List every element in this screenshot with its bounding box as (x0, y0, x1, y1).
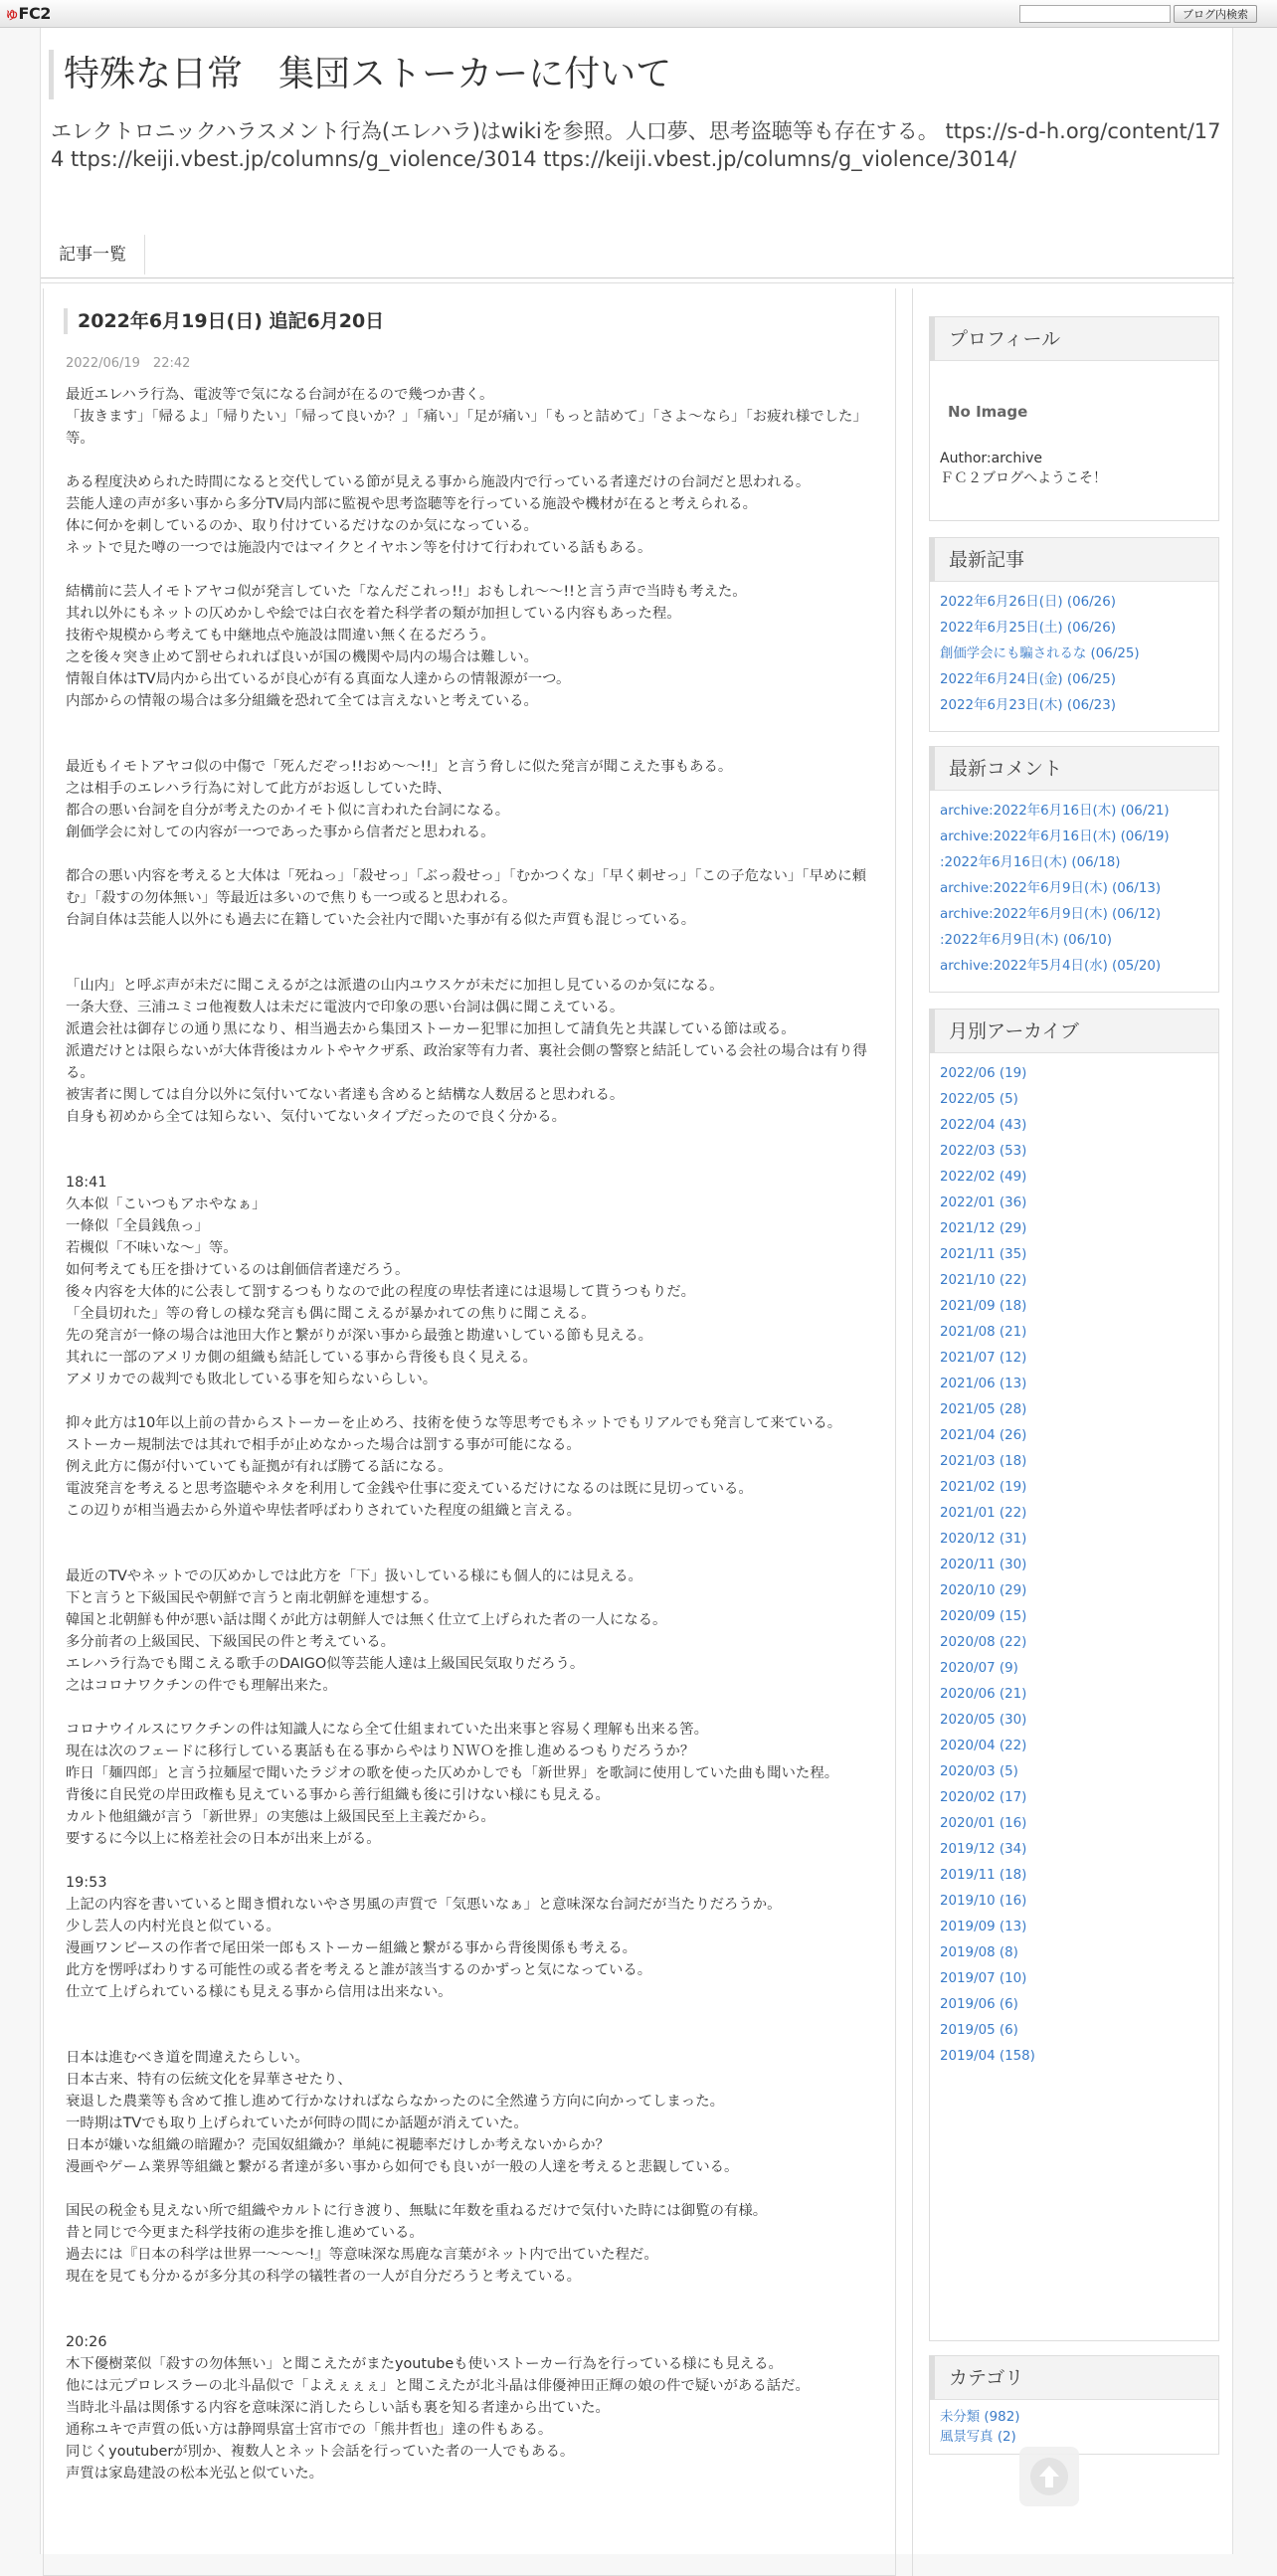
archive-month-link[interactable]: 2022/02 (49) (940, 1170, 1027, 1185)
blog-search-button[interactable]: ブログ内検索 (1174, 5, 1257, 23)
main-content (43, 288, 896, 2576)
archive-month-link[interactable]: 2019/06 (6) (940, 1997, 1018, 2012)
monthly-archive-list (930, 1053, 1218, 2078)
archive-month-link[interactable]: 2020/07 (9) (940, 1661, 1018, 1676)
recent-comment-link[interactable]: archive:2022年6月16日(木) (06/21) (940, 804, 1170, 819)
category-link[interactable]: 未分類 (982) (940, 2410, 1020, 2425)
sidebar (912, 288, 1234, 2576)
plugin-title-recent: 最新記事 (930, 538, 1218, 582)
archive-month-link[interactable]: 2021/07 (12) (940, 1351, 1027, 1366)
recent-entry-link[interactable]: 2022年6月24日(金) (06/25) (940, 672, 1116, 687)
blog-search-input[interactable] (1019, 5, 1171, 23)
archive-month-link[interactable]: 2019/07 (10) (940, 1971, 1027, 1986)
archive-month-link[interactable]: 2020/08 (22) (940, 1635, 1027, 1650)
plugin-recent-entries (929, 537, 1219, 732)
recent-comments-list (930, 791, 1218, 988)
archive-month-link[interactable]: 2020/11 (30) (940, 1558, 1027, 1572)
archive-month-link[interactable]: 2020/02 (17) (940, 1790, 1027, 1805)
archive-month-link[interactable]: 2019/11 (18) (940, 1868, 1027, 1883)
archive-month-link[interactable]: 2020/03 (5) (940, 1764, 1018, 1779)
archive-month-link[interactable]: 2021/03 (18) (940, 1454, 1027, 1469)
archive-month-link[interactable]: 2022/01 (36) (940, 1196, 1027, 1210)
global-nav (41, 207, 1234, 278)
recent-comment-link[interactable]: archive:2022年6月16日(木) (06/19) (940, 829, 1170, 844)
archive-month-link[interactable]: 2020/10 (29) (940, 1583, 1027, 1598)
archive-month-link[interactable]: 2019/09 (13) (940, 1920, 1027, 1934)
plugin-category (929, 2355, 1219, 2455)
plugin-title-comments: 最新コメント (930, 747, 1218, 791)
archive-month-link[interactable]: 2022/05 (5) (940, 1092, 1018, 1107)
profile-welcome: ＦＣ２ブログへようこそ！ (940, 470, 1107, 486)
archive-month-link[interactable]: 2020/06 (21) (940, 1687, 1027, 1702)
archive-month-link[interactable]: 2022/06 (19) (940, 1066, 1027, 1081)
plugin-title-profile: プロフィール (930, 317, 1218, 361)
recent-comment-link[interactable]: :2022年6月9日(木) (06/10) (940, 933, 1112, 948)
nav-item-article-list[interactable]: 記事一覧 (41, 235, 145, 275)
blog-description: エレクトロニックハラスメント行為(エレハラ)はwikiを参照。人口夢、思考盗聴等も存在する。 ttps://s-d-h.org/content/174 ttps://keiji.vbest.jp/columns/g_violence/3014 ttps://keiji.vbest.jp/columns/g_violence/3014/ (51, 119, 1221, 171)
recent-entry-link[interactable]: 2022年6月26日(日) (06/26) (940, 595, 1116, 610)
archive-month-link[interactable]: 2021/10 (22) (940, 1273, 1027, 1288)
archive-month-link[interactable]: 2020/01 (16) (940, 1816, 1027, 1831)
plugin-title-archive: 月別アーカイブ (930, 1010, 1218, 1053)
recent-entry-link[interactable]: 創価学会にも騙されるな (06/25) (940, 646, 1140, 661)
archive-month-link[interactable]: 2019/08 (8) (940, 1945, 1018, 1960)
archive-month-link[interactable]: 2021/09 (18) (940, 1299, 1027, 1314)
archive-month-link[interactable]: 2021/05 (28) (940, 1402, 1027, 1417)
recent-entry-link[interactable]: 2022年6月23日(木) (06/23) (940, 698, 1116, 713)
archive-month-link[interactable]: 2022/04 (43) (940, 1118, 1027, 1133)
archive-month-link[interactable]: 2021/02 (19) (940, 1480, 1027, 1495)
blog-title[interactable]: 特殊な日常 集団ストーカーに付いて (49, 50, 671, 99)
category-link[interactable]: 風景写真 (2) (940, 2430, 1016, 2445)
recent-comment-link[interactable]: archive:2022年6月9日(木) (06/12) (940, 907, 1162, 922)
archive-month-link[interactable]: 2019/05 (6) (940, 2023, 1018, 2038)
archive-month-link[interactable]: 2021/08 (21) (940, 1325, 1027, 1340)
archive-month-link[interactable]: 2021/01 (22) (940, 1506, 1027, 1521)
archive-month-link[interactable]: 2022/03 (53) (940, 1144, 1027, 1159)
plugin-recent-comments (929, 746, 1219, 993)
fc2-logo-icon: ゆ (6, 8, 18, 22)
entry-body: 最近エレハラ行為、電波等で気になる台詞が在るので幾つか書く。 「抜きます」「帰るよ」「帰りたい」「帰って良いか？」「痛い」「足が痛い」「もっと詰めて」「さよ～なら」「お疲れ様でした」等。 ある程度決められた時間になると交代している節が見える事から施設内で行っている者達だけの台詞だと思われる。 芸能人達の声が多い事から多分TV局内部に監視や思考盗聴等を行っている施設や機材が在ると考えられる。 体に何かを刺しているのか、取り付けているだけなのか気になっている。 ネットで見た噂の一つでは施設内ではマイクとイヤホン等を付けて行われている話もある。 結構前に芸人イモトアヤコ似が発言していた「なんだこれっ!!」おもしれ～～!!と言う声で当時も考えた。 其れ以外にもネットの仄めかしや絵では白衣を着た科学者の類が加担している内容もあった程。 技術や規模から考えても中継地点や施設は間違い無く在るだろう。 之を後々突き止めて罰せられれば良いが国の機関や局内の場合は難しい。 情報自体はTV局内から出ているが良心が有る真面な人達からの情報源が一つ。 内部からの情報の場合は多分組織を恐れて全ては言えないと考えている。 最近もイモトアヤコ似の中傷で「死んだぞっ!!おめ～～!!」と言う脅しに似た発言が聞こえた事もある。 之は相手のエレハラ行為に対して此方がお返ししていた時、 都合の悪い台詞を自分が考えたのかイモト似に言われた台詞になる。 創価学会に対しての内容が一つであった事から信者だと思われる。 都合の悪い内容を考えると大体は「死ねっ」「殺せっ」「ぶっ殺せっ」「むかつくな」「早く刺せっ」「この子危ない」「早めに頼む」「殺すの勿体無い」等最近は多いので焦りも一つ或ると思われる。 台詞自体は芸能人以外にも過去に在籍していた会社内で聞いた事が有る似た声質も混じっている。 「山内」と呼ぶ声が未だに聞こえるが之は派遣の山内ユウスケが未だに加担し見ているのか気になる。 一条大登、三浦ユミコ他複数人は未だに電波内で印象の悪い台詞は偶に聞こえている。 派遣会社は御存じの通り黒になり、相当過去から集団ストーカー犯罪に加担して請負先と共謀している節は或る。 派遣だけとは限らないが大体背後はカルトやヤクザ系、政治家等有力者、裏社会側の警察と結託している会社の場合は有り得る。 被害者に関しては自分以外に気付いてない者達も含めると結構な人数居ると思われる。 自身も初めから全ては知らない、気付いてないタイプだったので良く分かる。 18:41 久本似「こいつもアホやなぁ」 一條似「全員銭魚っ」 若槻似「不味いな～」等。 如何考えても圧を掛けているのは創価信者達だろう。 後々内容を大体的に公表して罰するつもりなので此の程度の卑怯者達には退場して貰うつもりだ。 「全員切れた」等の脅しの様な発言も偶に聞こえるが暴かれての焦りに聞こえる。 先の発言が一條の場合は池田大作と繋がりが深い事から最強と勘違いしている節も見える。 其れに一部のアメリカ側の組織も結託している事から背後も良く見える。 アメリカでの裁判でも敗北している事を知らないらしい。 抑々此方は10年以上前の昔からストーカーを止めろ、技術を使うな等思考でもネットでもリアルでも発言して来ている。 ストーカー規制法では其れで相手が止めなかった場合は罰する事が可能になる。 例え此方に傷が付いていても証拠が有れば勝てる話になる。 電波発言を考えると思考盗聴やネタを利用して金銭や仕事に変えているだけになるのは既に見切っている。 この辺りが相当過去から外道や卑怯者呼ばわりされていた程度の組織と言える。 最近のTVやネットでの仄めかしでは此方を「下」扱いしている様にも個人的には見える。 下と言うと下級国民や朝鮮で言うと南北朝鮮を連想する。 韓国と北朝鮮も仲が悪い話は聞くが此方は朝鮮人では無く仕立て上げられた者の一人になる。 多分前者の上級国民、下級国民の件と考えている。 エレハラ行為でも聞こえる歌手のDAIGO似等芸能人達は上級国民気取りだろう。 之はコロナワクチンの件でも理解出来た。 コロナウイルスにワクチンの件は知識人になら全て仕組まれていた出来事と容易く理解も出来る筈。 現在は次のフェードに移行している裏話も在る事からやはりＮＷＯを推し進めるつもりだろうか？ 昨日「麺四郎」と言う拉麺屋で聞いたラジオの歌を使った仄めかしでも「新世界」を歌詞に使用していた曲も聞いた程。 背後に自民党の岸田政権も見えている事から善行組織も後に引けない様にも見える。 カルト他組織が言う「新世界」の実態は上級国民至上主義だから。 要するに今以上に格差社会の日本が出来上がる。 19:53 上記の内容を書いていると聞き慣れないやさ男風の声質で「気悪いなぁ」と意味深な台詞だが当たりだろうか。 少し芸人の内村光良と似ている。 漫画ワンピースの作者で尾田栄一郎もストーカー組織と繋がる事から背後関係も考える。 此方を愣呼ばわりする可能性の或る者を考えると誰が該当するのかずっと気になっている。 仕立て上げられている様にも見える事から信用は出来ない。 日本は進むべき道を間違えたらしい。 日本古来、特有の伝統文化を昇華させたり、 衰退した農業等も含めて推し進めて行かなければならなかったのに全然違う方向に向かってしまった。 一時期はTVでも取り上げられていたが何時の間にか話題が消えていた。 日本が嫌いな組織の暗躍か？売国奴組織か？単純に視聴率だけしか考えないからか？ 漫画やゲーム業界等組織と繋がる者達が多い事から如何でも良いが一般の人達を考えると悲観している。 国民の税金も見えない所で組織やカルトに行き渡り、無駄に年数を重ねるだけで気付いた時には御覧の有様。 昔と同じで今更また科学技術の進歩を推し進めている。 過去には『日本の科学は世界一～～～!』等意味深な馬鹿な言葉がネット内で出ていた程だ。 現在を見ても分かるが多分其の科学の犠牲者の一人が自分だろうと考えている。 20:26 木下優樹菜似「殺すの勿体無い」と聞こえたがまたyoutubeも使いストーカー行為を行っている様にも見える。 他には元プロレスラーの北斗晶似で「よえぇぇぇ」と聞こえたが北斗晶は俳優神田正輝の娘の件で疑いがある話だ。 当時北斗晶は関係する内容を意味深に消したらしい話も裏を知る者達から出ていた。 通称ユキで声質の低い方は静岡県富士宮市での「熊井哲也」達の件もある。 同じくyoutuberが別か、複数人とネット会話を行っていた者の一人でもある。 声質は家島建設の松本光弘と似ていた。 (66, 387, 867, 2482)
profile-author: Author:archive (940, 451, 1042, 466)
recent-comment-link[interactable]: :2022年6月16日(木) (06/18) (940, 855, 1121, 870)
entry-date: 2022/06/19 22:42 (66, 356, 191, 371)
recent-comment-link[interactable]: archive:2022年6月9日(木) (06/13) (940, 881, 1162, 896)
entry-title[interactable]: 2022年6月19日(日) 追記6月20日 (64, 308, 384, 334)
archive-month-link[interactable]: 2021/04 (26) (940, 1428, 1027, 1443)
plugin-profile (929, 316, 1219, 521)
fc2-header-bar (0, 0, 1277, 28)
archive-month-link[interactable]: 2020/12 (31) (940, 1532, 1027, 1547)
divider (41, 282, 1234, 283)
arrow-up-icon (1029, 2457, 1069, 2496)
archive-month-link[interactable]: 2021/11 (35) (940, 1247, 1027, 1262)
plugin-monthly-archive (929, 1009, 1219, 2341)
recent-entry-link[interactable]: 2022年6月25日(土) (06/26) (940, 621, 1116, 636)
page-top-button[interactable] (1019, 2447, 1079, 2506)
archive-month-link[interactable]: 2019/10 (16) (940, 1894, 1027, 1909)
page-wrapper (40, 28, 1233, 2554)
recent-comment-link[interactable]: archive:2022年5月4日(水) (05/20) (940, 959, 1162, 974)
archive-month-link[interactable]: 2019/12 (34) (940, 1842, 1027, 1857)
archive-month-link[interactable]: 2020/09 (15) (940, 1609, 1027, 1624)
archive-month-link[interactable]: 2019/04 (158) (940, 2049, 1035, 2064)
archive-month-link[interactable]: 2020/04 (22) (940, 1739, 1027, 1753)
profile-image: No Image (948, 403, 1028, 421)
fc2-logo[interactable] (6, 4, 51, 23)
fc2-logo-text: FC2 (18, 4, 51, 23)
archive-month-link[interactable]: 2020/05 (30) (940, 1713, 1027, 1728)
archive-month-link[interactable]: 2021/06 (13) (940, 1377, 1027, 1391)
recent-entries-list (930, 582, 1218, 727)
archive-month-link[interactable]: 2021/12 (29) (940, 1221, 1027, 1236)
plugin-title-category: カテゴリ (930, 2356, 1218, 2400)
